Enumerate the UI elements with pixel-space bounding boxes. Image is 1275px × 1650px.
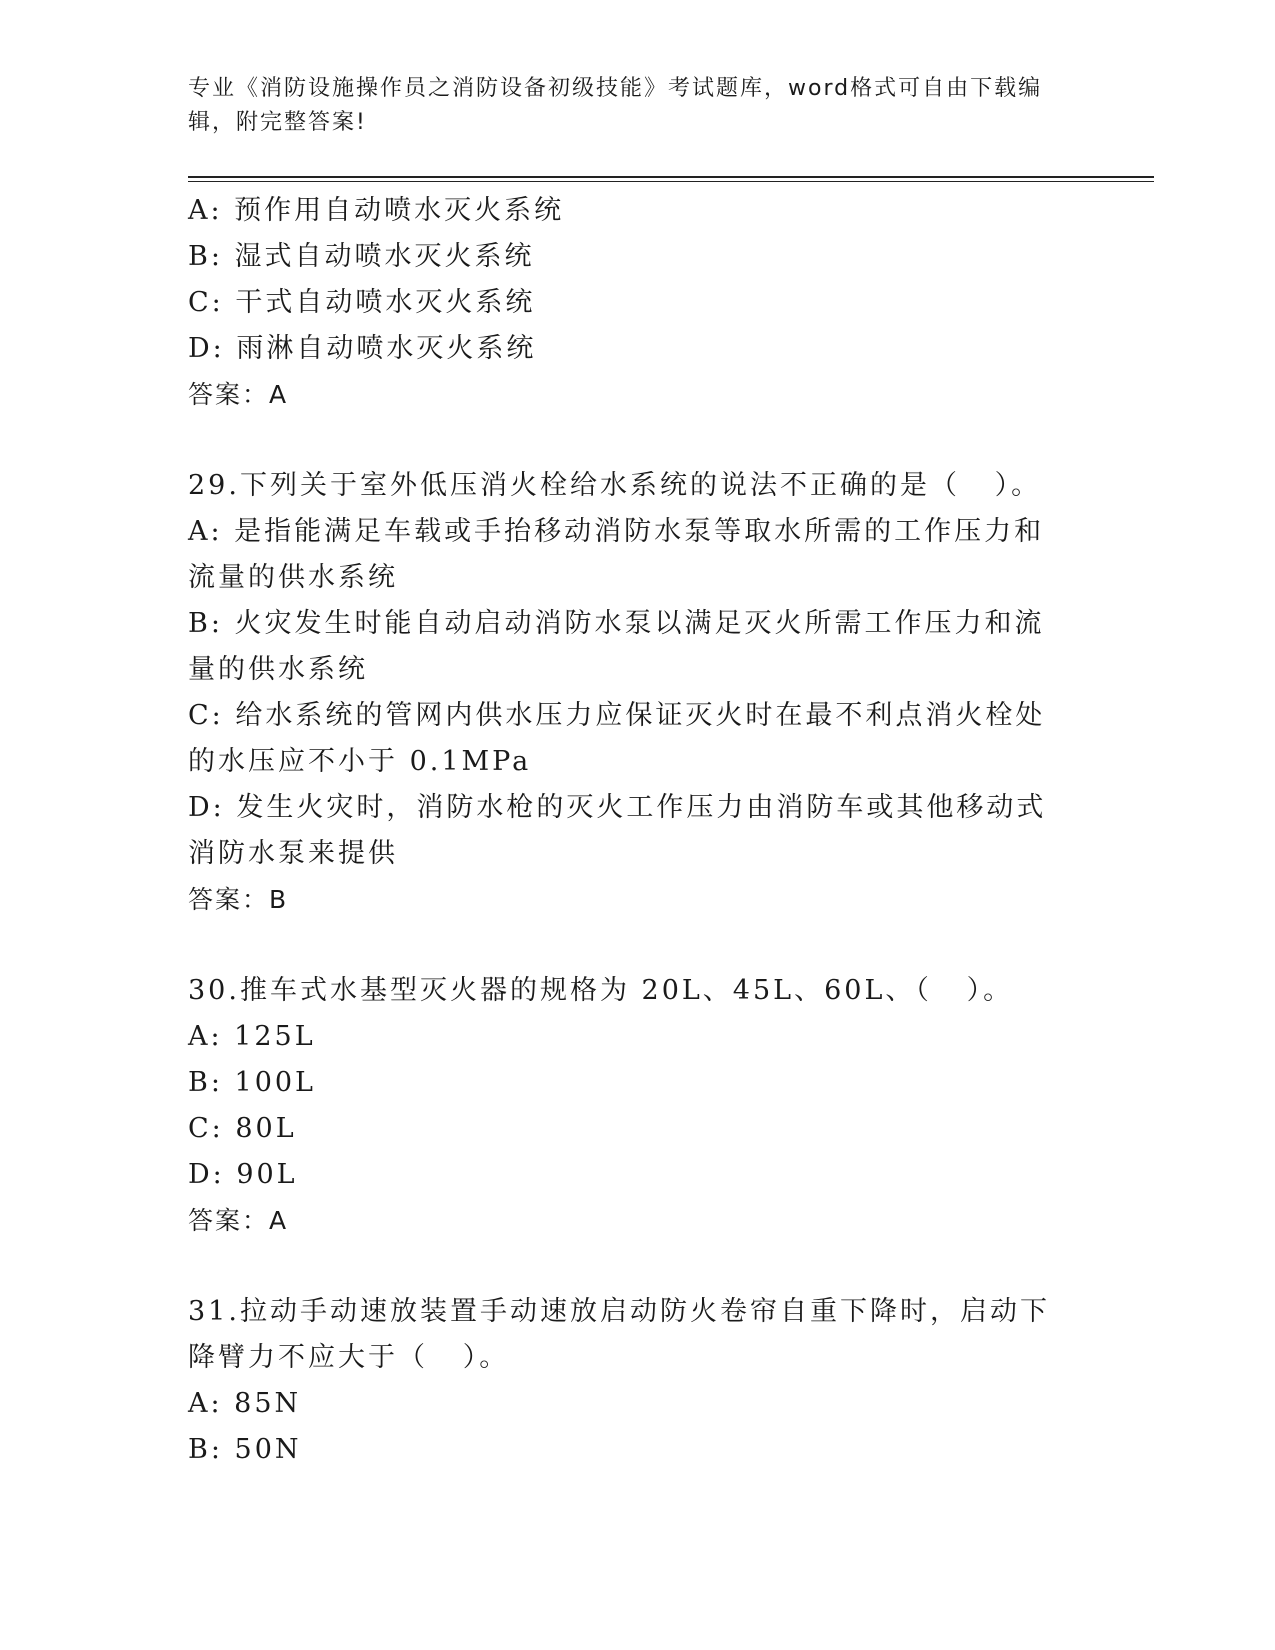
document-content <box>188 188 1088 1473</box>
q30-option-c: C: 80L <box>188 1113 297 1144</box>
spacer <box>188 418 1088 463</box>
question-29-block <box>188 463 1088 923</box>
header-divider-thick <box>188 176 1154 178</box>
q28-option-a: A: 预作用自动喷水灭火系统 <box>188 195 565 226</box>
q31-option-b: B: 50N <box>188 1434 302 1465</box>
q31-option-a: A: 85N <box>188 1388 302 1419</box>
spacer <box>188 923 1088 968</box>
q28-option-c: C: 干式自动喷水灭火系统 <box>188 287 536 318</box>
q29-option-d: D: 发生火灾时，消防水枪的灭火工作压力由消防车或其他移动式消防水泵来提供 <box>188 792 1047 869</box>
q29-option-b: B: 火灾发生时能自动启动消防水泵以满足灭火所需工作压力和流量的供水系统 <box>188 608 1045 685</box>
q30-option-a: A: 125L <box>188 1021 316 1052</box>
q30-answer: 答案：A <box>188 1206 289 1235</box>
question-31-block <box>188 1289 1088 1473</box>
q28-option-b: B: 湿式自动喷水灭火系统 <box>188 241 535 272</box>
document-header: 专业《消防设施操作员之消防设备初级技能》考试题库，word格式可自由下载编辑，附完整答案! <box>188 76 1043 135</box>
q30-option-d: D: 90L <box>188 1159 298 1190</box>
q29-question: 29.下列关于室外低压消火栓给水系统的说法不正确的是（ ）。 <box>188 470 1042 501</box>
q29-answer: 答案：B <box>188 885 289 914</box>
q29-option-c: C: 给水系统的管网内供水压力应保证灭火时在最不利点消火栓处的水压应不小于 0.1MPa <box>188 700 1046 777</box>
question-30-block <box>188 968 1088 1244</box>
q30-question: 30.推车式水基型灭火器的规格为 20L、45L、60L、（ ）。 <box>188 975 1014 1006</box>
q29-option-a: A: 是指能满足车载或手抬移动消防水泵等取水所需的工作压力和流量的供水系统 <box>188 516 1045 593</box>
q31-question: 31.拉动手动速放装置手动速放启动防火卷帘自重下降时，启动下降臂力不应大于（ ）。 <box>188 1296 1050 1373</box>
q28-answer: 答案：A <box>188 380 289 409</box>
q28-option-d: D: 雨淋自动喷水灭火系统 <box>188 333 537 364</box>
q30-option-b: B: 100L <box>188 1067 316 1098</box>
spacer <box>188 1244 1088 1289</box>
question-28-block <box>188 188 1088 418</box>
header-divider-thin <box>188 181 1154 182</box>
